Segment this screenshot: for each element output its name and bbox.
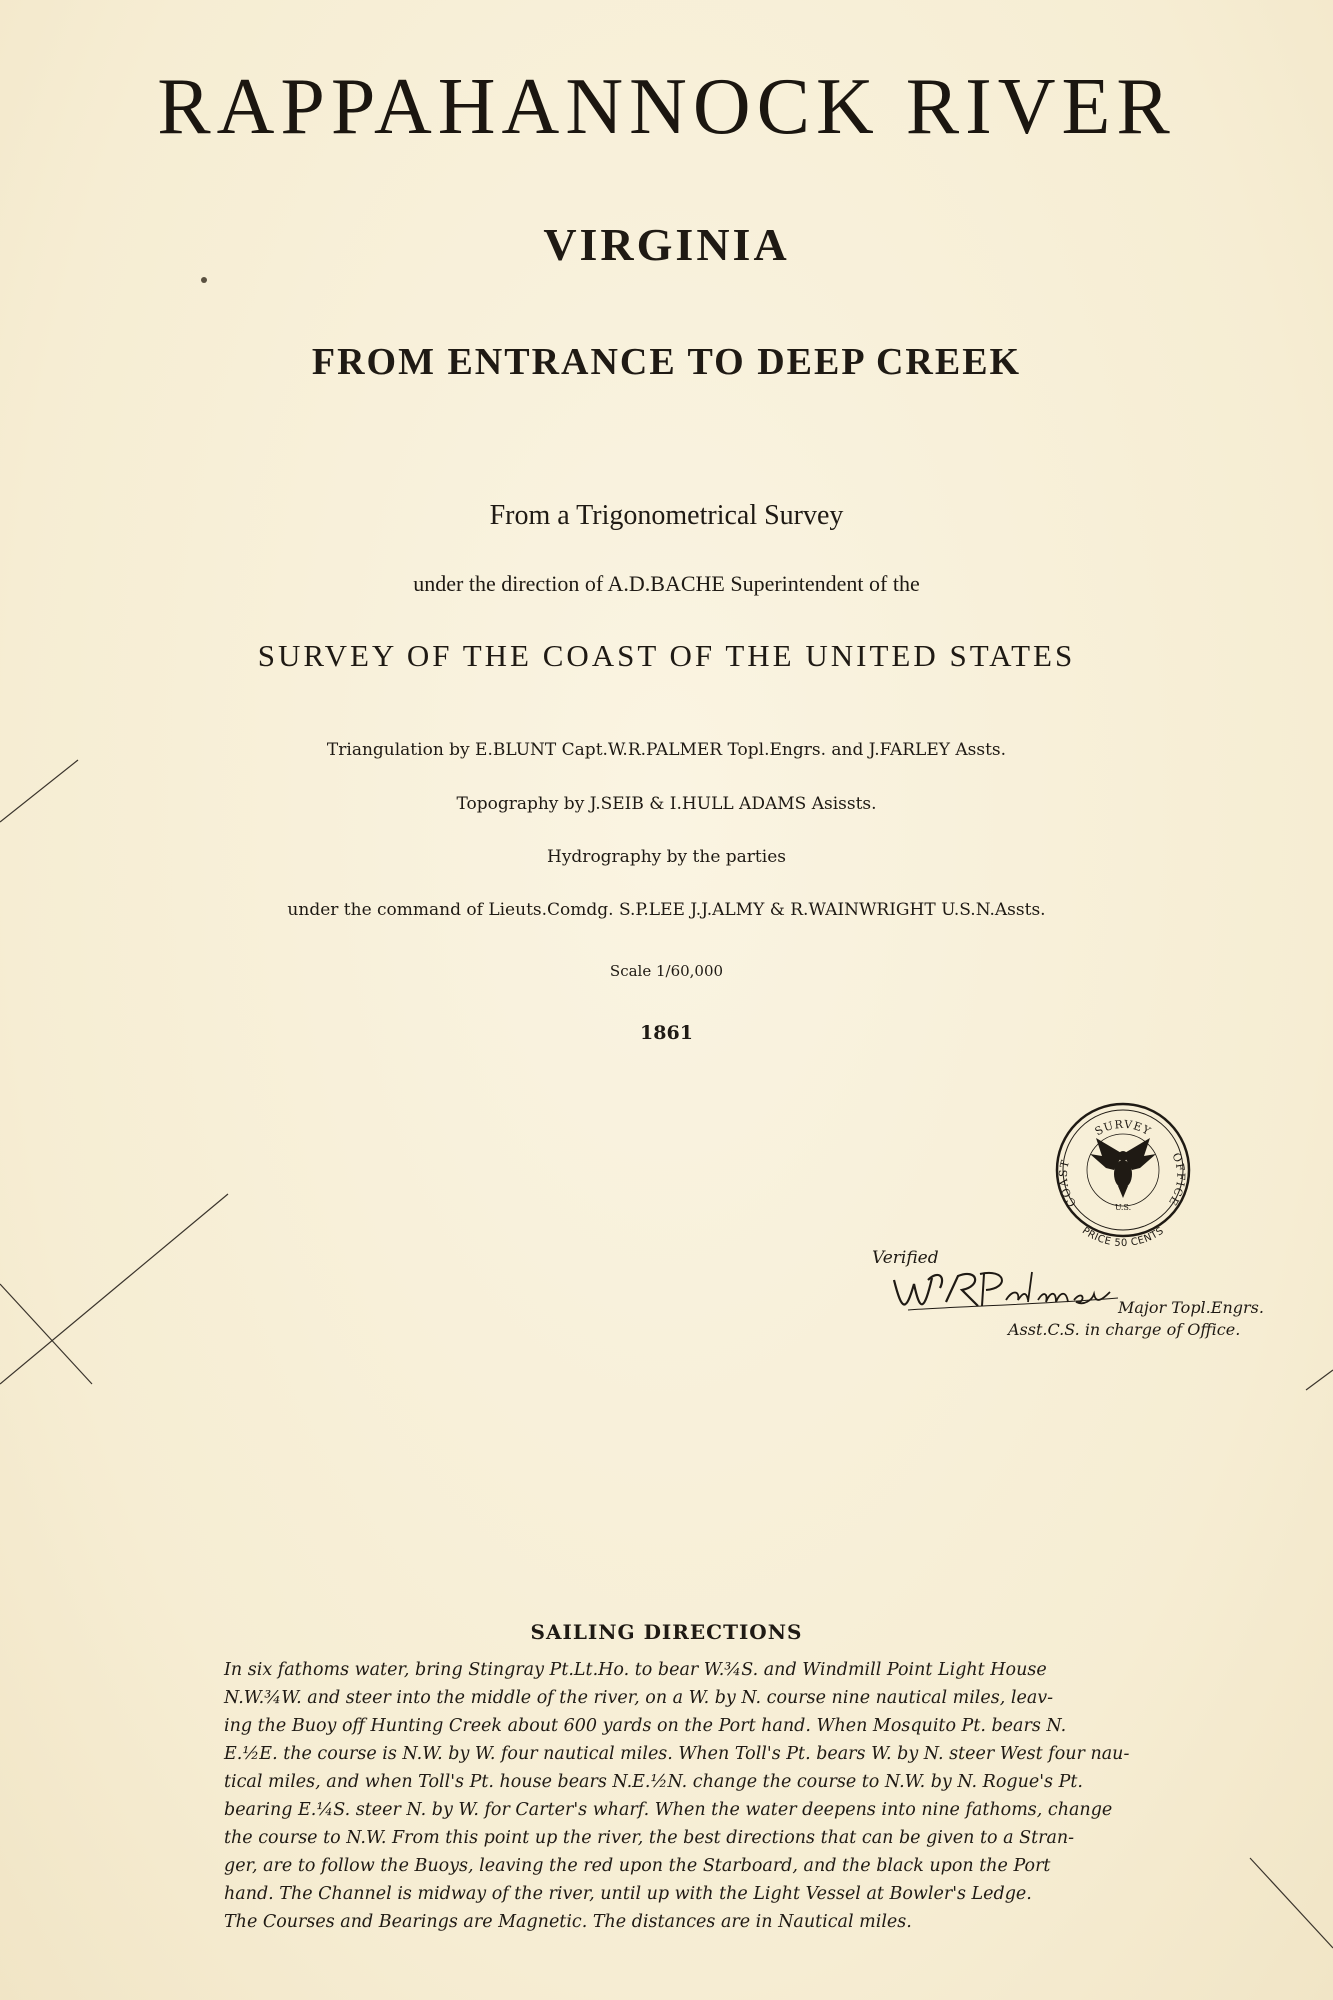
seal-bottom-text: U.S. [1114, 1203, 1132, 1212]
survey-organization: SURVEY OF THE COAST OF THE UNITED STATES [257, 638, 1076, 673]
grid-line [0, 1284, 92, 1384]
credit-hydrography: Hydrography by the parties [547, 847, 786, 867]
sailing-directions-line: bearing E.¼S. steer N. by W. for Carter's wharf. When the water deepens into nine fathoms, change [224, 1800, 1113, 1820]
survey-direction: under the direction of A.D.BACHE Superintendent of the [413, 571, 920, 596]
chart-title: RAPPAHANNOCK RIVER [157, 63, 1176, 151]
chart-scale: Scale 1/60,000 [609, 962, 724, 980]
grid-line [0, 1194, 228, 1384]
sailing-directions-line: the course to N.W. From this point up the river, the best directions that can be given to a Stran- [224, 1828, 1075, 1848]
sailing-directions-line: hand. The Channel is midway of the river, until up with the Light Vessel at Bowler's Ledge. [224, 1884, 1032, 1904]
sailing-directions-line: tical miles, and when Toll's Pt. house bears N.E.½N. change the course to N.W. by N. Rogue's Pt. [224, 1772, 1083, 1792]
seal-right-text: OFFICE [1165, 1150, 1188, 1209]
credit-topography: Topography by J.SEIB & I.HULL ADAMS Asissts. [456, 794, 877, 814]
grid-line [1306, 1370, 1333, 1390]
credit-hydrography-command: under the command of Lieuts.Comdg. S.P.LEE J.J.ALMY & R.WAINWRIGHT U.S.N.Assts. [287, 900, 1046, 920]
grid-line [1250, 1858, 1333, 1948]
sailing-directions-heading: SAILING DIRECTIONS [530, 1620, 803, 1644]
signature [888, 1260, 1120, 1320]
chart-year: 1861 [640, 1022, 693, 1044]
verified-label: Verified [872, 1248, 939, 1268]
seal-top-text: SURVEY [1092, 1117, 1154, 1139]
seal-left-text: COAST [1056, 1158, 1080, 1210]
svg-text:SURVEY [1093, 1118, 1154, 1139]
credit-triangulation: Triangulation by E.BLUNT Capt.W.R.PALMER Topl.Engrs. and J.FARLEY Assts. [326, 740, 1007, 760]
sailing-directions-line: N.W.¾W. and steer into the middle of the river, on a W. by N. course nine nautical miles, leav- [224, 1688, 1054, 1708]
sailing-directions-text [224, 1656, 1134, 1936]
sailing-directions-line: The Courses and Bearings are Magnetic. The distances are in Nautical miles. [224, 1912, 912, 1932]
sailing-directions-line: ger, are to follow the Buoys, leaving the red upon the Starboard, and the black upon the Port [224, 1856, 1051, 1876]
signer-office: Asst.C.S. in charge of Office. [1008, 1320, 1241, 1339]
speck [201, 277, 207, 283]
sailing-directions-line: ing the Buoy off Hunting Creek about 600 yards on the Port hand. When Mosquito Pt. bears N. [224, 1716, 1067, 1736]
survey-source: From a Trigonometrical Survey [489, 500, 844, 531]
svg-text:COAST [1057, 1158, 1079, 1209]
sailing-directions-line: E.½E. the course is N.W. by W. four nautical miles. When Toll's Pt. bears W. by N. steer West four nau- [224, 1744, 1130, 1764]
coast-survey-seal [1048, 1098, 1198, 1248]
chart-state: VIRGINIA [543, 219, 790, 270]
eagle-icon [1090, 1138, 1156, 1198]
sailing-directions-line: In six fathoms water, bring Stingray Pt.Lt.Ho. to bear W.¾S. and Windmill Point Light House [224, 1660, 1047, 1680]
svg-text:OFFICE [1166, 1151, 1188, 1209]
seal-price: PRICE 50 CENTS [1079, 1225, 1167, 1248]
signer-title: Major Topl.Engrs. [1118, 1298, 1264, 1317]
chart-extent: FROM ENTRANCE TO DEEP CREEK [311, 341, 1022, 383]
